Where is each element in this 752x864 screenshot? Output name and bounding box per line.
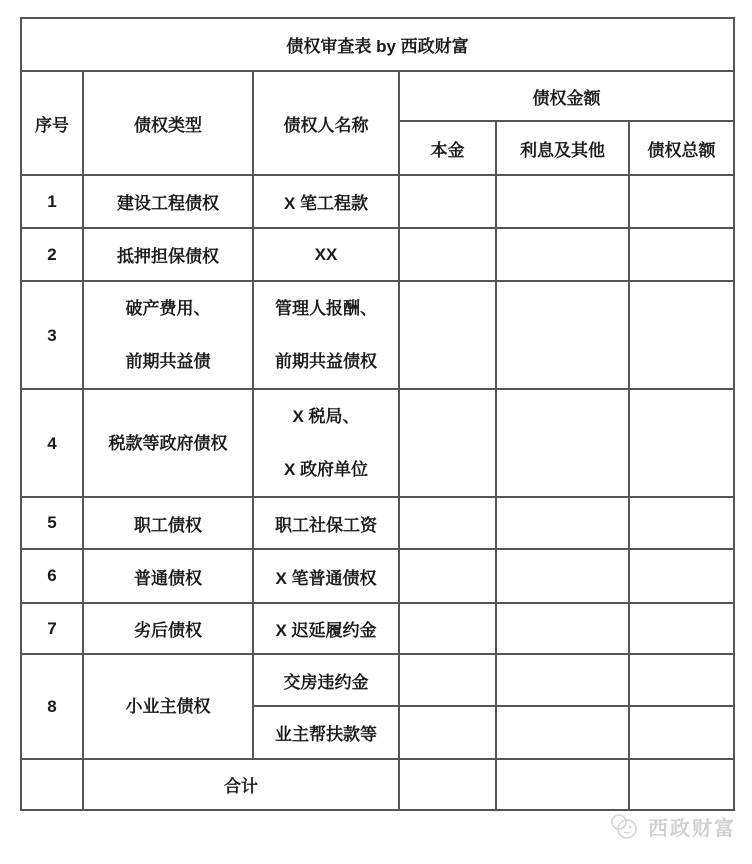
total-amount-cell xyxy=(629,759,734,810)
type-cell: 税款等政府债权 xyxy=(83,389,253,497)
col-header-amount-group: 债权金额 xyxy=(399,71,734,121)
col-header-principal: 本金 xyxy=(399,121,496,175)
type-cell: 普通债权 xyxy=(83,549,253,603)
index-cell: 2 xyxy=(21,228,83,281)
interest-cell xyxy=(496,175,629,228)
type-cell: 劣后债权 xyxy=(83,603,253,654)
interest-cell xyxy=(496,549,629,603)
creditor-cell: X 笔工程款 xyxy=(253,175,399,228)
principal-cell xyxy=(399,706,496,759)
total-amount-cell xyxy=(629,228,734,281)
total-amount-cell xyxy=(629,497,734,549)
creditor-cell: 交房违约金 xyxy=(253,654,399,706)
total-label-cell: 合计 xyxy=(83,759,399,810)
index-cell xyxy=(21,759,83,810)
brand-watermark xyxy=(608,812,736,841)
index-cell: 5 xyxy=(21,497,83,549)
table-row xyxy=(21,497,734,549)
col-header-total: 债权总额 xyxy=(629,121,734,175)
total-amount-cell xyxy=(629,389,734,497)
creditor-cell: 管理人报酬、 前期共益债权 xyxy=(253,281,399,389)
creditor-cell: XX xyxy=(253,228,399,281)
total-amount-cell xyxy=(629,603,734,654)
brand-name: 西政财富 xyxy=(648,818,736,840)
index-cell: 3 xyxy=(21,281,83,389)
total-amount-cell xyxy=(629,654,734,706)
index-cell: 7 xyxy=(21,603,83,654)
table-row xyxy=(21,549,734,603)
interest-cell xyxy=(496,759,629,810)
index-cell: 1 xyxy=(21,175,83,228)
creditor-cell: X 迟延履约金 xyxy=(253,603,399,654)
debt-review-table xyxy=(20,17,735,811)
interest-cell xyxy=(496,654,629,706)
principal-cell xyxy=(399,549,496,603)
creditor-cell: X 税局、 X 政府单位 xyxy=(253,389,399,497)
table-row xyxy=(21,389,734,497)
principal-cell xyxy=(399,654,496,706)
interest-cell xyxy=(496,603,629,654)
table-row xyxy=(21,228,734,281)
interest-cell xyxy=(496,706,629,759)
principal-cell xyxy=(399,389,496,497)
type-cell: 职工债权 xyxy=(83,497,253,549)
col-header-type: 债权类型 xyxy=(83,71,253,175)
table-row xyxy=(21,603,734,654)
type-cell: 小业主债权 xyxy=(83,654,253,759)
header-row-1 xyxy=(21,71,734,121)
col-header-interest: 利息及其他 xyxy=(496,121,629,175)
total-amount-cell xyxy=(629,706,734,759)
interest-cell xyxy=(496,389,629,497)
table-row xyxy=(21,175,734,228)
table-row xyxy=(21,654,734,706)
principal-cell xyxy=(399,175,496,228)
index-cell: 8 xyxy=(21,654,83,759)
interest-cell xyxy=(496,228,629,281)
table-title: 债权审查表 by 西政财富 xyxy=(21,18,734,71)
principal-cell xyxy=(399,228,496,281)
total-amount-cell xyxy=(629,549,734,603)
brand-logo-icon xyxy=(608,813,642,841)
principal-cell xyxy=(399,281,496,389)
principal-cell xyxy=(399,603,496,654)
type-cell: 破产费用、 前期共益债 xyxy=(83,281,253,389)
total-amount-cell xyxy=(629,281,734,389)
principal-cell xyxy=(399,759,496,810)
total-row xyxy=(21,759,734,810)
index-cell: 6 xyxy=(21,549,83,603)
col-header-index: 序号 xyxy=(21,71,83,175)
principal-cell xyxy=(399,497,496,549)
type-cell: 抵押担保债权 xyxy=(83,228,253,281)
interest-cell xyxy=(496,497,629,549)
type-cell: 建设工程债权 xyxy=(83,175,253,228)
creditor-cell: 业主帮扶款等 xyxy=(253,706,399,759)
creditor-cell: X 笔普通债权 xyxy=(253,549,399,603)
table-row xyxy=(21,281,734,389)
creditor-cell: 职工社保工资 xyxy=(253,497,399,549)
title-row xyxy=(21,18,734,71)
interest-cell xyxy=(496,281,629,389)
total-amount-cell xyxy=(629,175,734,228)
index-cell: 4 xyxy=(21,389,83,497)
col-header-creditor: 债权人名称 xyxy=(253,71,399,175)
